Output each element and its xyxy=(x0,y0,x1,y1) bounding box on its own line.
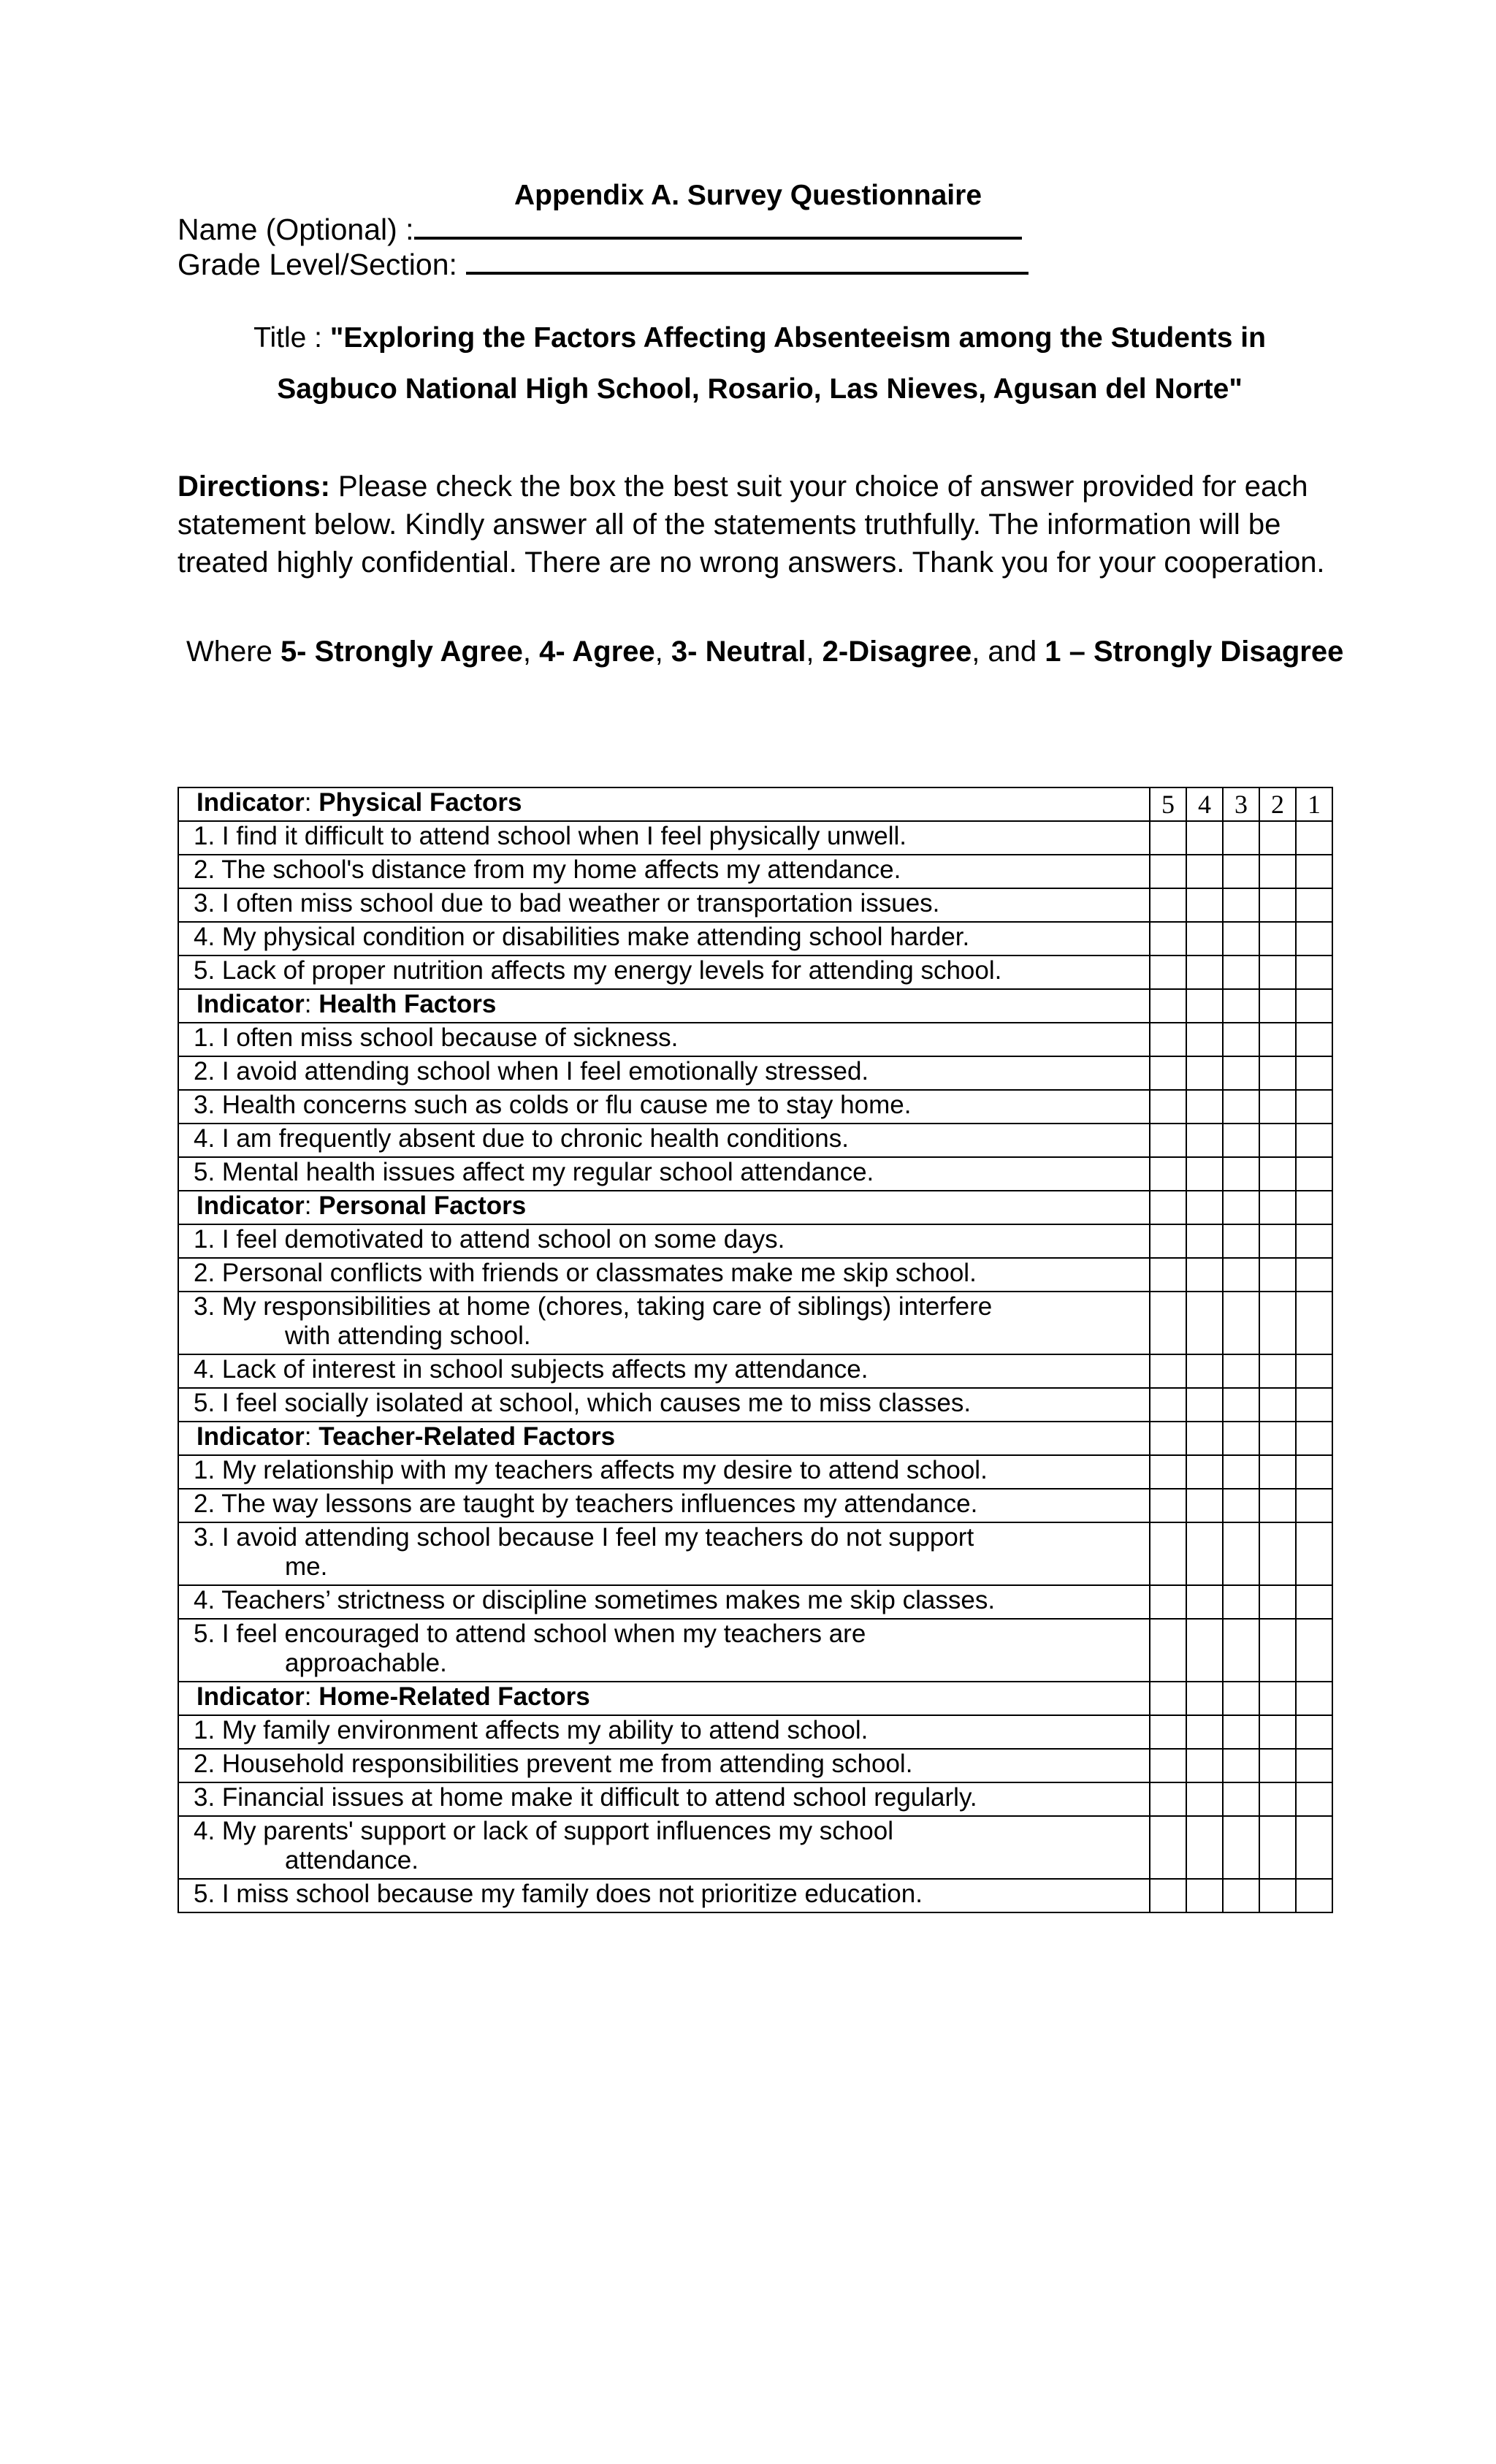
rating-checkbox-2[interactable] xyxy=(1259,1292,1296,1354)
statement-row xyxy=(178,1224,1332,1258)
rating-checkbox-4[interactable] xyxy=(1186,1782,1223,1816)
statement-cell xyxy=(178,855,1150,888)
rating-checkbox-5[interactable] xyxy=(1150,1749,1186,1782)
survey-table xyxy=(178,787,1333,1913)
rating-checkbox-1[interactable] xyxy=(1296,1090,1332,1124)
indicator-label: Indicator xyxy=(196,990,305,1018)
rating-checkbox-2[interactable] xyxy=(1259,1157,1296,1191)
rating-checkbox-1[interactable] xyxy=(1296,1782,1332,1816)
statement-row xyxy=(178,1585,1332,1619)
indicator-label: Indicator xyxy=(196,1682,305,1711)
statement-row xyxy=(178,922,1332,956)
rating-checkbox-5[interactable] xyxy=(1150,1224,1186,1258)
rating-checkbox-2[interactable] xyxy=(1259,1056,1296,1090)
rating-checkbox-2[interactable] xyxy=(1259,1879,1296,1912)
rating-checkbox-1[interactable] xyxy=(1296,922,1332,956)
rating-checkbox-3[interactable] xyxy=(1223,1224,1259,1258)
rating-cell[interactable] xyxy=(1150,989,1186,1023)
indicator-colon: : xyxy=(304,990,319,1018)
rating-checkbox-2[interactable] xyxy=(1259,1816,1296,1879)
statement-cell xyxy=(178,1056,1150,1090)
indicator-row xyxy=(178,1422,1332,1455)
statement-text-continuation: me. xyxy=(285,1552,328,1581)
rating-checkbox-3[interactable] xyxy=(1223,1124,1259,1157)
rating-checkbox-2[interactable] xyxy=(1259,821,1296,855)
statement-text-continuation: approachable. xyxy=(285,1649,447,1677)
rating-cell[interactable] xyxy=(1259,1191,1296,1224)
rating-checkbox-4[interactable] xyxy=(1186,956,1223,989)
statement-text: 3. Financial issues at home make it difficult to attend school regularly. xyxy=(194,1783,977,1812)
statement-row xyxy=(178,1619,1332,1682)
rating-checkbox-3[interactable] xyxy=(1223,1782,1259,1816)
rating-checkbox-4[interactable] xyxy=(1186,1388,1223,1422)
rating-checkbox-2[interactable] xyxy=(1259,922,1296,956)
rating-checkbox-2[interactable] xyxy=(1259,1489,1296,1522)
statement-cell xyxy=(178,1258,1150,1292)
rating-checkbox-3[interactable] xyxy=(1223,1292,1259,1354)
rating-checkbox-5[interactable] xyxy=(1150,922,1186,956)
rating-checkbox-5[interactable] xyxy=(1150,956,1186,989)
rating-checkbox-2[interactable] xyxy=(1259,1619,1296,1682)
rating-cell[interactable] xyxy=(1186,1422,1223,1455)
statement-text: 2. Personal conflicts with friends or classmates make me skip school. xyxy=(194,1259,977,1287)
statement-cell xyxy=(178,1522,1150,1585)
statement-cell xyxy=(178,1816,1150,1879)
statement-text: 5. I feel encouraged to attend school when my teachers are xyxy=(194,1620,866,1648)
rating-cell[interactable] xyxy=(1186,989,1223,1023)
rating-checkbox-3[interactable] xyxy=(1223,1354,1259,1388)
indicator-colon: : xyxy=(304,788,319,817)
scale-sep: , xyxy=(806,636,823,668)
statement-cell xyxy=(178,1489,1150,1522)
statement-cell xyxy=(178,1124,1150,1157)
scale-column-header: 1 xyxy=(1296,787,1332,821)
rating-checkbox-5[interactable] xyxy=(1150,1816,1186,1879)
rating-checkbox-1[interactable] xyxy=(1296,1224,1332,1258)
rating-checkbox-4[interactable] xyxy=(1186,1816,1223,1879)
rating-checkbox-2[interactable] xyxy=(1259,1749,1296,1782)
statement-cell xyxy=(178,888,1150,922)
rating-checkbox-1[interactable] xyxy=(1296,888,1332,922)
rating-checkbox-5[interactable] xyxy=(1150,888,1186,922)
scale-column-header: 4 xyxy=(1186,787,1223,821)
statement-row xyxy=(178,888,1332,922)
rating-cell[interactable] xyxy=(1223,1682,1259,1715)
rating-checkbox-3[interactable] xyxy=(1223,1258,1259,1292)
rating-checkbox-1[interactable] xyxy=(1296,1489,1332,1522)
statement-cell xyxy=(178,956,1150,989)
rating-checkbox-4[interactable] xyxy=(1186,1224,1223,1258)
rating-checkbox-3[interactable] xyxy=(1223,1522,1259,1585)
rating-checkbox-3[interactable] xyxy=(1223,1489,1259,1522)
indicator-name: Health Factors xyxy=(318,990,497,1018)
statement-text: 1. My relationship with my teachers affects my desire to attend school. xyxy=(194,1456,988,1484)
statement-text: 1. My family environment affects my ability to attend school. xyxy=(194,1716,869,1744)
indicator-row xyxy=(178,1682,1332,1715)
rating-checkbox-5[interactable] xyxy=(1150,1258,1186,1292)
rating-checkbox-1[interactable] xyxy=(1296,821,1332,855)
rating-cell[interactable] xyxy=(1296,1191,1332,1224)
rating-checkbox-1[interactable] xyxy=(1296,1157,1332,1191)
rating-checkbox-5[interactable] xyxy=(1150,1292,1186,1354)
rating-checkbox-3[interactable] xyxy=(1223,1749,1259,1782)
statement-text: 3. I avoid attending school because I feel my teachers do not support xyxy=(194,1523,974,1552)
statement-cell xyxy=(178,1749,1150,1782)
rating-checkbox-4[interactable] xyxy=(1186,1258,1223,1292)
grade-section-blank-line[interactable] xyxy=(466,247,1028,275)
statement-text: 4. Teachers’ strictness or discipline sometimes makes me skip classes. xyxy=(194,1586,996,1614)
rating-checkbox-4[interactable] xyxy=(1186,1879,1223,1912)
statement-cell xyxy=(178,1715,1150,1749)
scale-where: Where xyxy=(186,636,280,668)
indicator-header xyxy=(178,1422,1150,1455)
rating-cell[interactable] xyxy=(1259,1682,1296,1715)
rating-checkbox-5[interactable] xyxy=(1150,1879,1186,1912)
statement-row xyxy=(178,1715,1332,1749)
statement-cell xyxy=(178,1455,1150,1489)
rating-checkbox-2[interactable] xyxy=(1259,1258,1296,1292)
rating-checkbox-5[interactable] xyxy=(1150,1056,1186,1090)
rating-checkbox-1[interactable] xyxy=(1296,1258,1332,1292)
indicator-header xyxy=(178,787,1150,821)
rating-checkbox-5[interactable] xyxy=(1150,1354,1186,1388)
statement-cell xyxy=(178,1090,1150,1124)
rating-checkbox-5[interactable] xyxy=(1150,1782,1186,1816)
rating-checkbox-4[interactable] xyxy=(1186,1157,1223,1191)
rating-checkbox-1[interactable] xyxy=(1296,1619,1332,1682)
rating-checkbox-2[interactable] xyxy=(1259,1354,1296,1388)
rating-checkbox-1[interactable] xyxy=(1296,1715,1332,1749)
rating-checkbox-5[interactable] xyxy=(1150,1715,1186,1749)
rating-checkbox-5[interactable] xyxy=(1150,1489,1186,1522)
rating-cell[interactable] xyxy=(1223,1191,1259,1224)
statement-row xyxy=(178,1090,1332,1124)
rating-checkbox-4[interactable] xyxy=(1186,1090,1223,1124)
statement-text: 1. I often miss school because of sickness. xyxy=(194,1023,679,1052)
rating-checkbox-3[interactable] xyxy=(1223,922,1259,956)
rating-checkbox-2[interactable] xyxy=(1259,1455,1296,1489)
indicator-label: Indicator xyxy=(196,1422,305,1451)
statement-text: 2. Household responsibilities prevent me from attending school. xyxy=(194,1750,913,1778)
directions-paragraph xyxy=(178,468,1361,581)
indicator-header xyxy=(178,1191,1150,1224)
rating-checkbox-1[interactable] xyxy=(1296,1292,1332,1354)
statement-row xyxy=(178,1455,1332,1489)
statement-text: 3. Health concerns such as colds or flu cause me to stay home. xyxy=(194,1091,912,1119)
rating-cell[interactable] xyxy=(1296,989,1332,1023)
rating-checkbox-5[interactable] xyxy=(1150,1455,1186,1489)
rating-checkbox-4[interactable] xyxy=(1186,1489,1223,1522)
indicator-name: Teacher-Related Factors xyxy=(318,1422,616,1451)
rating-checkbox-2[interactable] xyxy=(1259,855,1296,888)
statement-text: 3. My responsibilities at home (chores, taking care of siblings) interfere xyxy=(194,1292,993,1321)
rating-checkbox-3[interactable] xyxy=(1223,1715,1259,1749)
rating-checkbox-1[interactable] xyxy=(1296,1124,1332,1157)
rating-checkbox-2[interactable] xyxy=(1259,1090,1296,1124)
rating-checkbox-4[interactable] xyxy=(1186,1292,1223,1354)
rating-cell[interactable] xyxy=(1296,1682,1332,1715)
indicator-colon: : xyxy=(304,1422,319,1451)
scale-sep: , xyxy=(522,636,540,668)
statement-text: 4. My physical condition or disabilities make attending school harder. xyxy=(194,923,970,951)
rating-checkbox-4[interactable] xyxy=(1186,1585,1223,1619)
statement-cell xyxy=(178,1619,1150,1682)
rating-checkbox-1[interactable] xyxy=(1296,1585,1332,1619)
directions-text: Please check the box the best suit your choice of answer provided for each statement below. Kindly answer all of the statements truthfully. The information will be treated highly confidential. There are no wrong answers. Thank you for your cooperation. xyxy=(178,470,1325,579)
indicator-label: Indicator xyxy=(196,788,305,817)
rating-cell[interactable] xyxy=(1223,989,1259,1023)
statement-row xyxy=(178,1258,1332,1292)
rating-checkbox-5[interactable] xyxy=(1150,1023,1186,1056)
statement-text: 2. I avoid attending school when I feel emotionally stressed. xyxy=(194,1057,869,1086)
statement-cell xyxy=(178,821,1150,855)
rating-checkbox-4[interactable] xyxy=(1186,1023,1223,1056)
rating-checkbox-2[interactable] xyxy=(1259,1585,1296,1619)
rating-cell[interactable] xyxy=(1223,1422,1259,1455)
rating-checkbox-4[interactable] xyxy=(1186,1522,1223,1585)
grade-section-label: Grade Level/Section: xyxy=(178,248,457,281)
scale-4: 4- Agree xyxy=(539,636,655,668)
indicator-colon: : xyxy=(304,1191,319,1220)
rating-checkbox-3[interactable] xyxy=(1223,1023,1259,1056)
title-prefix: Title : xyxy=(253,322,330,354)
rating-checkbox-3[interactable] xyxy=(1223,821,1259,855)
statement-text: 4. Lack of interest in school subjects affects my attendance. xyxy=(194,1355,869,1384)
rating-checkbox-3[interactable] xyxy=(1223,1585,1259,1619)
statement-row xyxy=(178,1354,1332,1388)
rating-checkbox-3[interactable] xyxy=(1223,956,1259,989)
rating-checkbox-5[interactable] xyxy=(1150,821,1186,855)
rating-cell[interactable] xyxy=(1150,1191,1186,1224)
rating-checkbox-1[interactable] xyxy=(1296,1388,1332,1422)
rating-checkbox-1[interactable] xyxy=(1296,1879,1332,1912)
statement-text: 4. My parents' support or lack of support influences my school xyxy=(194,1817,893,1845)
statement-cell xyxy=(178,1023,1150,1056)
statement-text: 2. The school's distance from my home affects my attendance. xyxy=(194,855,901,884)
rating-checkbox-4[interactable] xyxy=(1186,888,1223,922)
statement-cell xyxy=(178,1879,1150,1912)
rating-checkbox-1[interactable] xyxy=(1296,1816,1332,1879)
statement-row xyxy=(178,821,1332,855)
rating-checkbox-5[interactable] xyxy=(1150,1124,1186,1157)
rating-checkbox-5[interactable] xyxy=(1150,1619,1186,1682)
grade-section-field xyxy=(178,247,1028,282)
survey-title xyxy=(131,313,1388,415)
appendix-heading: Appendix A. Survey Questionnaire xyxy=(514,180,982,211)
indicator-row xyxy=(178,787,1332,821)
indicator-header xyxy=(178,1682,1150,1715)
rating-checkbox-2[interactable] xyxy=(1259,1023,1296,1056)
rating-checkbox-3[interactable] xyxy=(1223,1388,1259,1422)
rating-checkbox-1[interactable] xyxy=(1296,1354,1332,1388)
rating-checkbox-4[interactable] xyxy=(1186,1749,1223,1782)
statement-row xyxy=(178,1023,1332,1056)
statement-text: 1. I feel demotivated to attend school on some days. xyxy=(194,1225,785,1254)
statement-row xyxy=(178,1816,1332,1879)
statement-row xyxy=(178,1157,1332,1191)
statement-cell xyxy=(178,1292,1150,1354)
name-field xyxy=(178,212,1022,247)
rating-checkbox-1[interactable] xyxy=(1296,1455,1332,1489)
rating-checkbox-3[interactable] xyxy=(1223,855,1259,888)
indicator-name: Home-Related Factors xyxy=(318,1682,590,1711)
statement-row xyxy=(178,1056,1332,1090)
rating-checkbox-5[interactable] xyxy=(1150,1522,1186,1585)
statement-cell xyxy=(178,1782,1150,1816)
rating-checkbox-5[interactable] xyxy=(1150,1157,1186,1191)
statement-row xyxy=(178,1388,1332,1422)
rating-checkbox-4[interactable] xyxy=(1186,1124,1223,1157)
rating-checkbox-5[interactable] xyxy=(1150,855,1186,888)
name-blank-line[interactable] xyxy=(414,212,1022,240)
rating-scale-legend xyxy=(178,633,1361,671)
rating-checkbox-4[interactable] xyxy=(1186,1619,1223,1682)
statement-row xyxy=(178,1489,1332,1522)
rating-checkbox-3[interactable] xyxy=(1223,1619,1259,1682)
scale-sep: , xyxy=(654,636,671,668)
indicator-name: Personal Factors xyxy=(318,1191,527,1220)
rating-checkbox-1[interactable] xyxy=(1296,855,1332,888)
rating-cell[interactable] xyxy=(1186,1682,1223,1715)
rating-checkbox-5[interactable] xyxy=(1150,1388,1186,1422)
rating-checkbox-4[interactable] xyxy=(1186,821,1223,855)
rating-checkbox-5[interactable] xyxy=(1150,1090,1186,1124)
statement-text: 5. I feel socially isolated at school, which causes me to miss classes. xyxy=(194,1389,972,1417)
rating-checkbox-4[interactable] xyxy=(1186,855,1223,888)
rating-checkbox-1[interactable] xyxy=(1296,956,1332,989)
statement-row xyxy=(178,1879,1332,1912)
rating-checkbox-1[interactable] xyxy=(1296,1749,1332,1782)
scale-sep: , and xyxy=(972,636,1045,668)
statement-cell xyxy=(178,1388,1150,1422)
rating-checkbox-3[interactable] xyxy=(1223,1455,1259,1489)
statement-text: 3. I often miss school due to bad weather or transportation issues. xyxy=(194,889,940,918)
scale-5: 5- Strongly Agree xyxy=(280,636,523,668)
statement-row xyxy=(178,1749,1332,1782)
rating-checkbox-3[interactable] xyxy=(1223,1157,1259,1191)
indicator-header xyxy=(178,989,1150,1023)
rating-checkbox-2[interactable] xyxy=(1259,1388,1296,1422)
rating-checkbox-3[interactable] xyxy=(1223,888,1259,922)
scale-1: 1 – Strongly Disagree xyxy=(1045,636,1344,668)
rating-cell[interactable] xyxy=(1186,1191,1223,1224)
statement-row xyxy=(178,1124,1332,1157)
rating-checkbox-2[interactable] xyxy=(1259,1522,1296,1585)
rating-checkbox-3[interactable] xyxy=(1223,1879,1259,1912)
statement-text: 4. I am frequently absent due to chronic health conditions. xyxy=(194,1124,849,1153)
statement-cell xyxy=(178,1354,1150,1388)
rating-cell[interactable] xyxy=(1259,1422,1296,1455)
statement-text: 5. I miss school because my family does not prioritize education. xyxy=(194,1880,923,1908)
statement-cell xyxy=(178,922,1150,956)
statement-text: 2. The way lessons are taught by teachers influences my attendance. xyxy=(194,1490,978,1518)
indicator-row xyxy=(178,1191,1332,1224)
statement-row xyxy=(178,1292,1332,1354)
title-line-1: "Exploring the Factors Affecting Absenteeism among the Students in xyxy=(329,322,1266,354)
indicator-colon: : xyxy=(304,1682,319,1711)
scale-column-header: 3 xyxy=(1223,787,1259,821)
rating-checkbox-3[interactable] xyxy=(1223,1056,1259,1090)
scale-2: 2-Disagree xyxy=(822,636,972,668)
rating-cell[interactable] xyxy=(1150,1422,1186,1455)
rating-checkbox-2[interactable] xyxy=(1259,956,1296,989)
statement-row xyxy=(178,855,1332,888)
statement-cell xyxy=(178,1585,1150,1619)
rating-checkbox-4[interactable] xyxy=(1186,1715,1223,1749)
rating-checkbox-2[interactable] xyxy=(1259,1124,1296,1157)
indicator-row xyxy=(178,989,1332,1023)
statement-text-continuation: attendance. xyxy=(285,1846,419,1874)
statement-row xyxy=(178,956,1332,989)
statement-row xyxy=(178,1782,1332,1816)
statement-cell xyxy=(178,1224,1150,1258)
name-label: Name (Optional) : xyxy=(178,213,414,246)
rating-checkbox-3[interactable] xyxy=(1223,1816,1259,1879)
statement-text: 5. Lack of proper nutrition affects my energy levels for attending school. xyxy=(194,956,1002,985)
rating-cell[interactable] xyxy=(1259,989,1296,1023)
scale-column-header: 2 xyxy=(1259,787,1296,821)
rating-checkbox-2[interactable] xyxy=(1259,888,1296,922)
rating-checkbox-3[interactable] xyxy=(1223,1090,1259,1124)
indicator-name: Physical Factors xyxy=(318,788,522,817)
title-line-2: Sagbuco National High School, Rosario, Las Nieves, Agusan del Norte" xyxy=(277,373,1243,405)
rating-checkbox-4[interactable] xyxy=(1186,1056,1223,1090)
rating-checkbox-1[interactable] xyxy=(1296,1023,1332,1056)
rating-checkbox-1[interactable] xyxy=(1296,1522,1332,1585)
indicator-label: Indicator xyxy=(196,1191,305,1220)
rating-checkbox-5[interactable] xyxy=(1150,1585,1186,1619)
rating-checkbox-2[interactable] xyxy=(1259,1224,1296,1258)
rating-checkbox-2[interactable] xyxy=(1259,1782,1296,1816)
rating-cell[interactable] xyxy=(1296,1422,1332,1455)
statement-row xyxy=(178,1522,1332,1585)
statement-text: 5. Mental health issues affect my regular school attendance. xyxy=(194,1158,874,1186)
rating-cell[interactable] xyxy=(1150,1682,1186,1715)
rating-checkbox-4[interactable] xyxy=(1186,1455,1223,1489)
rating-checkbox-2[interactable] xyxy=(1259,1715,1296,1749)
rating-checkbox-1[interactable] xyxy=(1296,1056,1332,1090)
statement-cell xyxy=(178,1157,1150,1191)
scale-3: 3- Neutral xyxy=(671,636,806,668)
rating-checkbox-4[interactable] xyxy=(1186,922,1223,956)
directions-label: Directions: xyxy=(178,470,330,503)
statement-text-continuation: with attending school. xyxy=(285,1321,531,1350)
statement-text: 1. I find it difficult to attend school when I feel physically unwell. xyxy=(194,822,907,850)
rating-checkbox-4[interactable] xyxy=(1186,1354,1223,1388)
scale-column-header: 5 xyxy=(1150,787,1186,821)
